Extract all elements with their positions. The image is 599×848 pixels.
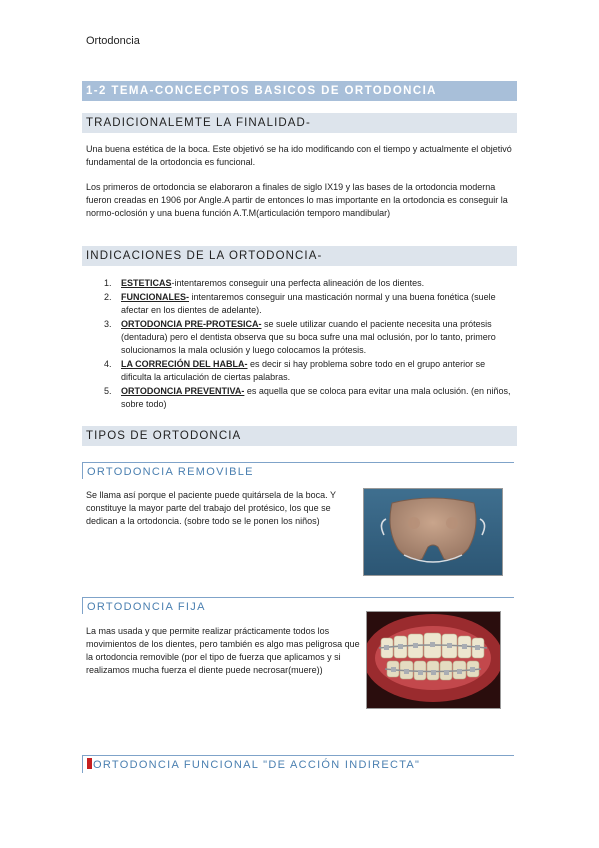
section-heading-indicaciones: INDICACIONES DE LA ORTODONCIA- xyxy=(82,246,517,266)
list-item-term: ORTODONCIA PRE-PROTESICA- xyxy=(121,319,262,329)
list-item-text: -intentaremos conseguir una perfecta alineación de los dientes. xyxy=(171,278,425,288)
subheading-removible: ORTODONCIA REMOVIBLE xyxy=(82,462,514,479)
list-item-text: intentaremos conseguir una masticación normal y una buena fonética (suele afectar en los dientes de adelante). xyxy=(121,292,496,315)
list-item-text: es aquella que se coloca para evitar una mala oclusión. (en niños, sobre todo) xyxy=(121,386,511,409)
list-item-term: ORTODONCIA PREVENTIVA- xyxy=(121,386,245,396)
list-item xyxy=(100,358,516,384)
list-item-term: FUNCIONALES- xyxy=(121,292,189,302)
list-item xyxy=(100,385,516,411)
text-cursor-marker xyxy=(87,758,92,769)
paragraph-finalidad: Una buena estética de la boca. Este objetivó se ha ido modificando con el tiempo y actualmente el objetivó fundamental de la ortodoncia es funcional. xyxy=(86,144,512,167)
list-item-text: se suele utilizar cuando el paciente necesita una prótesis (dentadura) pero el dentista observa que su boca sufre una mal oclusión, por lo tanto, primero solucionamos la mala oclusión y luego colocamos la prótesis. xyxy=(121,319,496,355)
list-item-term: LA CORRECIÓN DEL HABLA- xyxy=(121,359,248,369)
section-heading-main: 1-2 TEMA-CONCECPTOS BASICOS DE ORTODONCIA xyxy=(82,81,517,101)
indicaciones-list xyxy=(100,277,516,412)
page-header-title: Ortodoncia xyxy=(86,35,140,47)
paragraph-historia: Los primeros de ortodoncia se elaboraron a finales de siglo IX19 y las bases de la ortodoncia moderna fueron creadas en 1906 por Angle.A partir de entonces lo mas importante en la ortodoncia es conseguir la normo-oclosión y una buena función A.T.M(articulación temporo mandibular) xyxy=(86,182,508,218)
fixed-braces-image xyxy=(366,611,501,709)
list-item-number: 2. xyxy=(104,292,112,302)
fixed-braces-illustration xyxy=(367,612,500,708)
section-heading-tipos: TIPOS DE ORTODONCIA xyxy=(82,426,517,446)
subheading-fija: ORTODONCIA FIJA xyxy=(82,597,514,614)
list-item-number: 4. xyxy=(104,359,112,369)
paragraph-removible: Se llama así porque el paciente puede quitársela de la boca. Y constituye la mayor parte del trabajo del protésico, los que se dedican a la ortodoncia. (sobre todo se le ponen los niños) xyxy=(86,490,336,526)
list-item xyxy=(100,318,516,357)
list-item-number: 1. xyxy=(104,278,112,288)
removable-appliance-illustration xyxy=(364,489,502,575)
list-item xyxy=(100,277,516,290)
list-item-term: ESTETICAS xyxy=(121,278,172,288)
list-item-number: 5. xyxy=(104,386,112,396)
subheading-funcional xyxy=(82,755,514,773)
section-heading-tradicional: TRADICIONALEMTE LA FINALIDAD- xyxy=(82,113,517,133)
paragraph-fija: La mas usada y que permite realizar prácticamente todos los movimientos de los dientes, pero también es algo mas peligrosa que la ortodoncia removible (por el tipo de fuerza que aplicamos y si realizamos mucha fuerza el diente puede necrosar(muere)) xyxy=(86,626,360,675)
subheading-funcional-label: ORTODONCIA FUNCIONAL "DE ACCIÓN INDIRECTA" xyxy=(93,759,421,771)
list-item xyxy=(100,291,516,317)
list-item-text: es decir si hay problema sobre todo en el grupo anterior se dificulta la articulación de ciertas palabras. xyxy=(121,359,486,382)
list-item-number: 3. xyxy=(104,319,112,329)
removable-appliance-image xyxy=(363,488,503,576)
